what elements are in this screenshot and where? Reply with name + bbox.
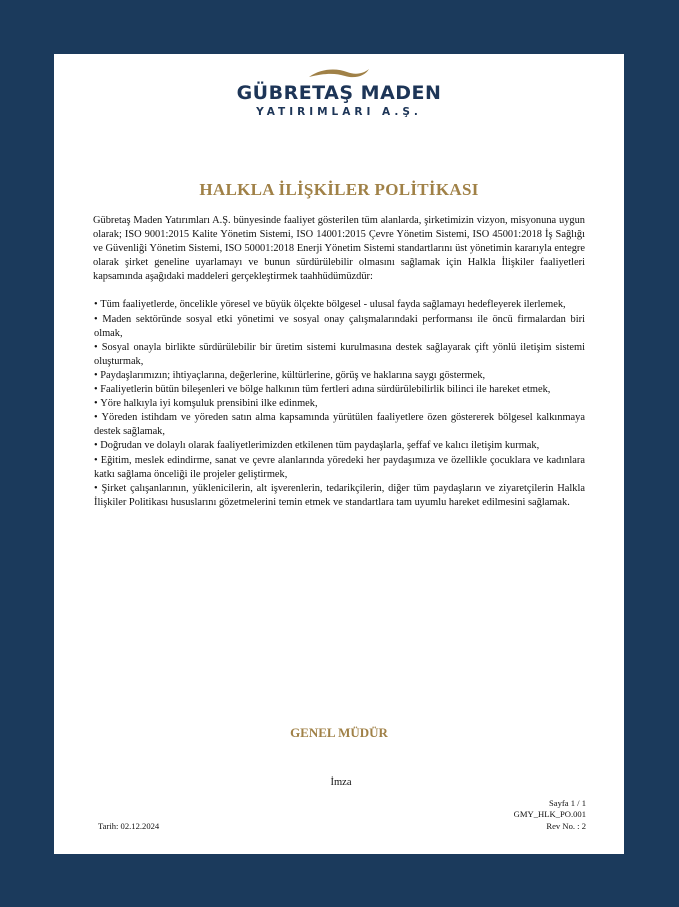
page-number: Sayfa 1 / 1 [549, 798, 586, 808]
wave-logo-icon [307, 66, 371, 80]
intro-paragraph: Gübretaş Maden Yatırımları A.Ş. bünyesinde faaliyet gösterilen tüm alanlarda, şirketimizin vizyon, misyonuna uygun olarak; ISO 9001:2015 Kalite Yönetim Sistemi, ISO 14001:2015 Çevre Yönetim Sistemi, ISO 45001:2018 İş Sağlığı ve Güvenliği Yönetim Sistemi, ISO 50001:2018 Enerji Yönetim Sistemi standartlarını üst yönetimin kararıyla entegre olarak şirket geneline uyarlamayı ve bunun sürdürülebilir olmasını sağlamak için Halkla İlişkiler faaliyetleri kapsamında aşağıdaki maddeleri gerçekleştirmek taahhüdümüzdür: [93, 215, 585, 283]
list-item: • Paydaşlarımızın; ihtiyaçlarına, değerlerine, kültürlerine, görüş ve haklarına saygı göstermek, [94, 369, 585, 383]
logo-main-text: GÜBRETAŞ MADEN [236, 82, 442, 104]
list-item: • Maden sektöründe sosyal etki yönetimi ve sosyal onay çalışmalarındaki performansı ile öncü firmalardan biri olmak, [94, 313, 585, 341]
logo-sub-text: YATIRIMLARI A.Ş. [256, 106, 422, 118]
list-item: • Şirket çalışanlarının, yüklenicilerin, alt işverenlerin, tedarikçilerin, diğer tüm paydaşların ve ziyaretçilerin Halkla İlişkiler Politikası hususlarını gözetmelerini temin etmek ve standartlara tam uyumlu hareket edilmesini sağlamak. [94, 482, 585, 510]
document-date: Tarih: 02.12.2024 [98, 821, 160, 831]
policy-list [93, 298, 585, 509]
company-logo [54, 66, 624, 119]
signature-title: GENEL MÜDÜR [290, 725, 388, 740]
document-page [54, 54, 624, 854]
signature-label: İmza [330, 777, 352, 788]
document-code: GMY_HLK_PO.001 [513, 809, 586, 820]
list-item: • Faaliyetlerin bütün bileşenleri ve bölge halkının tüm fertleri adına sürdürülebilirlik bilinci ile hareket etmek, [94, 383, 585, 397]
list-item: • Tüm faaliyetlerde, öncelikle yöresel ve büyük ölçekte bölgesel - ulusal fayda sağlamayı hedefleyerek ilerlemek, [94, 298, 585, 312]
list-item: • Yöreden istihdam ve yöreden satın alma kapsamında yürütülen faaliyetlere özen göstererek bölgesel kalkınmaya destek sağlamak, [94, 411, 585, 439]
list-item: • Sosyal onayla birlikte sürdürülebilir bir üretim sistemi kurulmasına destek sağlayarak çift yönlü iletişim sistemi oluşturmak, [94, 341, 585, 369]
document-title: HALKLA İLİŞKİLER POLİTİKASI [199, 180, 479, 199]
document-body [93, 214, 585, 510]
list-item: • Yöre halkıyla iyi komşuluk prensibini ilke edinmek, [94, 397, 585, 411]
list-item: • Eğitim, meslek edindirme, sanat ve çevre alanlarında yöredeki her paydaşımıza ve özellikle çocuklara ve kadınlara katkı sağlama önceliği ile projeler geliştirmek, [94, 454, 585, 482]
list-item: • Doğrudan ve dolaylı olarak faaliyetlerimizden etkilenen tüm paydaşlarla, şeffaf ve kalıcı iletişim kurmak, [94, 439, 585, 453]
document-meta [514, 798, 586, 832]
revision-number: Rev No. : 2 [546, 820, 586, 831]
